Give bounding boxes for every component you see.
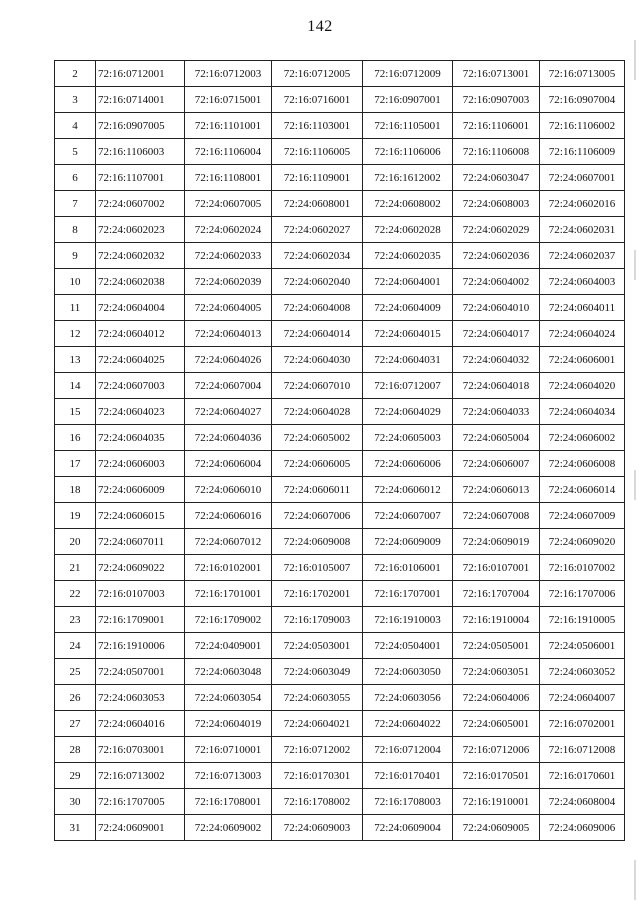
row-number: 21 [55, 555, 96, 581]
cadastral-number-cell: 72:24:0608001 [272, 191, 363, 217]
cadastral-number-cell: 72:24:0606006 [363, 451, 453, 477]
cadastral-number-cell: 72:16:0170601 [540, 763, 625, 789]
table-row [55, 399, 625, 425]
cadastral-number-cell: 72:16:1708001 [185, 789, 272, 815]
cadastral-number-cell: 72:24:0605004 [453, 425, 540, 451]
cadastral-number-cell: 72:24:0604011 [540, 295, 625, 321]
cadastral-number-cell: 72:24:0608004 [540, 789, 625, 815]
cadastral-number-cell: 72:24:0604003 [540, 269, 625, 295]
cadastral-number-cell: 72:24:0602039 [185, 269, 272, 295]
cadastral-number-cell: 72:24:0602031 [540, 217, 625, 243]
row-number: 3 [55, 87, 96, 113]
cadastral-number-cell: 72:24:0602038 [96, 269, 185, 295]
table-row [55, 763, 625, 789]
row-number: 9 [55, 243, 96, 269]
cadastral-table-body [55, 61, 625, 841]
cadastral-number-cell: 72:24:0607011 [96, 529, 185, 555]
cadastral-number-cell: 72:16:0716001 [272, 87, 363, 113]
row-number: 25 [55, 659, 96, 685]
cadastral-number-cell: 72:16:1106005 [272, 139, 363, 165]
table-row [55, 659, 625, 685]
cadastral-number-cell: 72:16:1910006 [96, 633, 185, 659]
cadastral-number-cell: 72:16:1702001 [272, 581, 363, 607]
cadastral-number-cell: 72:16:1107001 [96, 165, 185, 191]
cadastral-number-cell: 72:24:0604035 [96, 425, 185, 451]
cadastral-table [54, 60, 625, 841]
cadastral-number-cell: 72:24:0602024 [185, 217, 272, 243]
row-number: 31 [55, 815, 96, 841]
cadastral-number-cell: 72:24:0602032 [96, 243, 185, 269]
cadastral-number-cell: 72:24:0504001 [363, 633, 453, 659]
cadastral-number-cell: 72:24:0604001 [363, 269, 453, 295]
cadastral-number-cell: 72:24:0607001 [540, 165, 625, 191]
table-row [55, 269, 625, 295]
cadastral-number-cell: 72:24:0606007 [453, 451, 540, 477]
cadastral-number-cell: 72:24:0607006 [272, 503, 363, 529]
cadastral-number-cell: 72:24:0506001 [540, 633, 625, 659]
cadastral-number-cell: 72:24:0604021 [272, 711, 363, 737]
row-number: 18 [55, 477, 96, 503]
cadastral-number-cell: 72:24:0602028 [363, 217, 453, 243]
table-row [55, 295, 625, 321]
row-number: 7 [55, 191, 96, 217]
cadastral-number-cell: 72:16:0107003 [96, 581, 185, 607]
cadastral-number-cell: 72:16:0712004 [363, 737, 453, 763]
cadastral-number-cell: 72:24:0607008 [453, 503, 540, 529]
row-number: 5 [55, 139, 96, 165]
cadastral-number-cell: 72:24:0609006 [540, 815, 625, 841]
table-row [55, 737, 625, 763]
row-number: 17 [55, 451, 96, 477]
cadastral-number-cell: 72:24:0602023 [96, 217, 185, 243]
table-row [55, 529, 625, 555]
cadastral-number-cell: 72:16:1106002 [540, 113, 625, 139]
row-number: 4 [55, 113, 96, 139]
row-number: 20 [55, 529, 96, 555]
cadastral-number-cell: 72:16:0712005 [272, 61, 363, 87]
cadastral-number-cell: 72:16:1101001 [185, 113, 272, 139]
cadastral-number-cell: 72:16:1106006 [363, 139, 453, 165]
cadastral-number-cell: 72:16:1701001 [185, 581, 272, 607]
cadastral-number-cell: 72:24:0604009 [363, 295, 453, 321]
cadastral-number-cell: 72:16:1709003 [272, 607, 363, 633]
cadastral-number-cell: 72:24:0604015 [363, 321, 453, 347]
table-row [55, 685, 625, 711]
cadastral-number-cell: 72:16:0107001 [453, 555, 540, 581]
cadastral-number-cell: 72:24:0607007 [363, 503, 453, 529]
row-number: 10 [55, 269, 96, 295]
cadastral-number-cell: 72:24:0606011 [272, 477, 363, 503]
row-number: 19 [55, 503, 96, 529]
cadastral-number-cell: 72:16:0710001 [185, 737, 272, 763]
scan-edge-mark [634, 860, 636, 900]
cadastral-number-cell: 72:16:0713005 [540, 61, 625, 87]
row-number: 26 [55, 685, 96, 711]
table-row [55, 425, 625, 451]
table-row [55, 477, 625, 503]
cadastral-number-cell: 72:24:0606005 [272, 451, 363, 477]
cadastral-number-cell: 72:16:1108001 [185, 165, 272, 191]
cadastral-number-cell: 72:16:1709002 [185, 607, 272, 633]
cadastral-number-cell: 72:24:0603048 [185, 659, 272, 685]
cadastral-number-cell: 72:16:0907001 [363, 87, 453, 113]
cadastral-number-cell: 72:24:0603050 [363, 659, 453, 685]
cadastral-number-cell: 72:16:1612002 [363, 165, 453, 191]
cadastral-number-cell: 72:24:0606016 [185, 503, 272, 529]
table-row [55, 61, 625, 87]
cadastral-number-cell: 72:16:1707004 [453, 581, 540, 607]
cadastral-number-cell: 72:24:0606001 [540, 347, 625, 373]
cadastral-number-cell: 72:24:0604036 [185, 425, 272, 451]
cadastral-number-cell: 72:16:1708002 [272, 789, 363, 815]
cadastral-number-cell: 72:24:0505001 [453, 633, 540, 659]
cadastral-number-cell: 72:24:0604024 [540, 321, 625, 347]
cadastral-number-cell: 72:24:0609004 [363, 815, 453, 841]
cadastral-number-cell: 72:24:0609001 [96, 815, 185, 841]
cadastral-number-cell: 72:24:0606014 [540, 477, 625, 503]
table-row [55, 347, 625, 373]
cadastral-number-cell: 72:24:0602016 [540, 191, 625, 217]
cadastral-number-cell: 72:24:0608002 [363, 191, 453, 217]
cadastral-number-cell: 72:24:0604019 [185, 711, 272, 737]
cadastral-number-cell: 72:16:1910001 [453, 789, 540, 815]
cadastral-number-cell: 72:16:0106001 [363, 555, 453, 581]
row-number: 6 [55, 165, 96, 191]
cadastral-number-cell: 72:16:0170501 [453, 763, 540, 789]
cadastral-number-cell: 72:24:0606002 [540, 425, 625, 451]
cadastral-number-cell: 72:24:0606008 [540, 451, 625, 477]
cadastral-number-cell: 72:24:0606012 [363, 477, 453, 503]
cadastral-number-cell: 72:24:0604023 [96, 399, 185, 425]
table-row [55, 87, 625, 113]
cadastral-number-cell: 72:24:0604017 [453, 321, 540, 347]
cadastral-number-cell: 72:24:0603055 [272, 685, 363, 711]
cadastral-number-cell: 72:16:1910003 [363, 607, 453, 633]
cadastral-number-cell: 72:16:0714001 [96, 87, 185, 113]
cadastral-number-cell: 72:24:0605001 [453, 711, 540, 737]
cadastral-number-cell: 72:24:0602027 [272, 217, 363, 243]
cadastral-number-cell: 72:16:0712006 [453, 737, 540, 763]
table-row [55, 555, 625, 581]
cadastral-number-cell: 72:24:0604028 [272, 399, 363, 425]
cadastral-number-cell: 72:24:0607012 [185, 529, 272, 555]
cadastral-number-cell: 72:16:1106004 [185, 139, 272, 165]
cadastral-number-cell: 72:16:0105007 [272, 555, 363, 581]
cadastral-number-cell: 72:24:0605003 [363, 425, 453, 451]
cadastral-number-cell: 72:24:0609003 [272, 815, 363, 841]
cadastral-number-cell: 72:24:0603051 [453, 659, 540, 685]
cadastral-number-cell: 72:16:1707001 [363, 581, 453, 607]
cadastral-number-cell: 72:24:0604014 [272, 321, 363, 347]
cadastral-number-cell: 72:24:0409001 [185, 633, 272, 659]
cadastral-number-cell: 72:24:0602029 [453, 217, 540, 243]
row-number: 28 [55, 737, 96, 763]
cadastral-number-cell: 72:24:0604031 [363, 347, 453, 373]
cadastral-number-cell: 72:16:0712008 [540, 737, 625, 763]
page-number: 142 [307, 18, 333, 35]
cadastral-number-cell: 72:16:1910004 [453, 607, 540, 633]
cadastral-number-cell: 72:24:0604033 [453, 399, 540, 425]
cadastral-number-cell: 72:24:0604012 [96, 321, 185, 347]
cadastral-number-cell: 72:16:0907005 [96, 113, 185, 139]
cadastral-number-cell: 72:24:0603049 [272, 659, 363, 685]
cadastral-number-cell: 72:24:0604027 [185, 399, 272, 425]
cadastral-number-cell: 72:16:1707005 [96, 789, 185, 815]
row-number: 13 [55, 347, 96, 373]
cadastral-number-cell: 72:24:0602040 [272, 269, 363, 295]
scan-edge-mark [634, 470, 636, 500]
cadastral-number-cell: 72:24:0602037 [540, 243, 625, 269]
cadastral-number-cell: 72:24:0604026 [185, 347, 272, 373]
cadastral-number-cell: 72:16:1106008 [453, 139, 540, 165]
row-number: 15 [55, 399, 96, 425]
cadastral-number-cell: 72:16:0713003 [185, 763, 272, 789]
cadastral-number-cell: 72:16:0713002 [96, 763, 185, 789]
cadastral-number-cell: 72:24:0606009 [96, 477, 185, 503]
cadastral-number-cell: 72:24:0604025 [96, 347, 185, 373]
cadastral-number-cell: 72:24:0603047 [453, 165, 540, 191]
cadastral-number-cell: 72:16:1103001 [272, 113, 363, 139]
cadastral-number-cell: 72:16:0712007 [363, 373, 453, 399]
cadastral-number-cell: 72:24:0604007 [540, 685, 625, 711]
cadastral-number-cell: 72:16:1106003 [96, 139, 185, 165]
table-row [55, 451, 625, 477]
cadastral-number-cell: 72:24:0602034 [272, 243, 363, 269]
row-number: 30 [55, 789, 96, 815]
cadastral-number-cell: 72:16:0712001 [96, 61, 185, 87]
cadastral-number-cell: 72:24:0606003 [96, 451, 185, 477]
cadastral-number-cell: 72:24:0603053 [96, 685, 185, 711]
cadastral-number-cell: 72:16:1707006 [540, 581, 625, 607]
table-row [55, 113, 625, 139]
cadastral-number-cell: 72:24:0604029 [363, 399, 453, 425]
cadastral-number-cell: 72:24:0604020 [540, 373, 625, 399]
cadastral-number-cell: 72:24:0604006 [453, 685, 540, 711]
cadastral-number-cell: 72:24:0607003 [96, 373, 185, 399]
row-number: 16 [55, 425, 96, 451]
table-row [55, 139, 625, 165]
cadastral-number-cell: 72:24:0604010 [453, 295, 540, 321]
cadastral-number-cell: 72:16:1109001 [272, 165, 363, 191]
cadastral-number-cell: 72:24:0602035 [363, 243, 453, 269]
cadastral-table-container [54, 60, 615, 841]
cadastral-number-cell: 72:24:0609002 [185, 815, 272, 841]
cadastral-number-cell: 72:24:0605002 [272, 425, 363, 451]
table-row [55, 165, 625, 191]
cadastral-number-cell: 72:24:0609020 [540, 529, 625, 555]
table-row [55, 321, 625, 347]
cadastral-number-cell: 72:16:0102001 [185, 555, 272, 581]
cadastral-number-cell: 72:24:0604005 [185, 295, 272, 321]
table-row [55, 503, 625, 529]
cadastral-number-cell: 72:16:1910005 [540, 607, 625, 633]
cadastral-number-cell: 72:24:0606015 [96, 503, 185, 529]
cadastral-number-cell: 72:16:0107002 [540, 555, 625, 581]
cadastral-number-cell: 72:24:0607010 [272, 373, 363, 399]
cadastral-number-cell: 72:16:0702001 [540, 711, 625, 737]
cadastral-number-cell: 72:16:0703001 [96, 737, 185, 763]
cadastral-number-cell: 72:24:0603052 [540, 659, 625, 685]
cadastral-number-cell: 72:24:0602033 [185, 243, 272, 269]
row-number: 2 [55, 61, 96, 87]
cadastral-number-cell: 72:24:0607002 [96, 191, 185, 217]
cadastral-number-cell: 72:24:0604030 [272, 347, 363, 373]
cadastral-number-cell: 72:24:0603056 [363, 685, 453, 711]
cadastral-number-cell: 72:24:0609022 [96, 555, 185, 581]
table-row [55, 789, 625, 815]
cadastral-number-cell: 72:16:1106001 [453, 113, 540, 139]
cadastral-number-cell: 72:24:0604008 [272, 295, 363, 321]
cadastral-number-cell: 72:24:0608003 [453, 191, 540, 217]
cadastral-number-cell: 72:24:0609019 [453, 529, 540, 555]
row-number: 24 [55, 633, 96, 659]
cadastral-number-cell: 72:24:0609009 [363, 529, 453, 555]
table-row [55, 373, 625, 399]
row-number: 11 [55, 295, 96, 321]
cadastral-number-cell: 72:16:0713001 [453, 61, 540, 87]
cadastral-number-cell: 72:24:0604034 [540, 399, 625, 425]
scan-edge-mark [634, 40, 636, 80]
table-row [55, 243, 625, 269]
cadastral-number-cell: 72:16:0170401 [363, 763, 453, 789]
cadastral-number-cell: 72:24:0603054 [185, 685, 272, 711]
cadastral-number-cell: 72:24:0606010 [185, 477, 272, 503]
cadastral-number-cell: 72:24:0503001 [272, 633, 363, 659]
cadastral-number-cell: 72:24:0609005 [453, 815, 540, 841]
cadastral-number-cell: 72:24:0604016 [96, 711, 185, 737]
row-number: 23 [55, 607, 96, 633]
cadastral-number-cell: 72:24:0607009 [540, 503, 625, 529]
cadastral-number-cell: 72:24:0607004 [185, 373, 272, 399]
cadastral-number-cell: 72:16:0712009 [363, 61, 453, 87]
cadastral-number-cell: 72:24:0602036 [453, 243, 540, 269]
table-row [55, 711, 625, 737]
cadastral-number-cell: 72:16:1106009 [540, 139, 625, 165]
row-number: 14 [55, 373, 96, 399]
row-number: 27 [55, 711, 96, 737]
row-number: 22 [55, 581, 96, 607]
cadastral-number-cell: 72:16:0907004 [540, 87, 625, 113]
cadastral-number-cell: 72:16:0712002 [272, 737, 363, 763]
table-row [55, 581, 625, 607]
row-number: 8 [55, 217, 96, 243]
cadastral-number-cell: 72:24:0604002 [453, 269, 540, 295]
cadastral-number-cell: 72:24:0606004 [185, 451, 272, 477]
cadastral-number-cell: 72:24:0604018 [453, 373, 540, 399]
cadastral-number-cell: 72:24:0604013 [185, 321, 272, 347]
scan-edge-mark [634, 250, 636, 280]
cadastral-number-cell: 72:24:0609008 [272, 529, 363, 555]
cadastral-number-cell: 72:24:0604004 [96, 295, 185, 321]
table-row [55, 217, 625, 243]
row-number: 12 [55, 321, 96, 347]
cadastral-number-cell: 72:24:0604032 [453, 347, 540, 373]
table-row [55, 815, 625, 841]
cadastral-number-cell: 72:24:0606013 [453, 477, 540, 503]
row-number: 29 [55, 763, 96, 789]
cadastral-number-cell: 72:16:0715001 [185, 87, 272, 113]
cadastral-number-cell: 72:24:0607005 [185, 191, 272, 217]
cadastral-number-cell: 72:16:1709001 [96, 607, 185, 633]
cadastral-number-cell: 72:16:0170301 [272, 763, 363, 789]
cadastral-number-cell: 72:24:0507001 [96, 659, 185, 685]
cadastral-number-cell: 72:24:0604022 [363, 711, 453, 737]
table-row [55, 191, 625, 217]
table-row [55, 607, 625, 633]
cadastral-number-cell: 72:16:0907003 [453, 87, 540, 113]
cadastral-number-cell: 72:16:0712003 [185, 61, 272, 87]
cadastral-number-cell: 72:16:1105001 [363, 113, 453, 139]
table-row [55, 633, 625, 659]
cadastral-number-cell: 72:16:1708003 [363, 789, 453, 815]
